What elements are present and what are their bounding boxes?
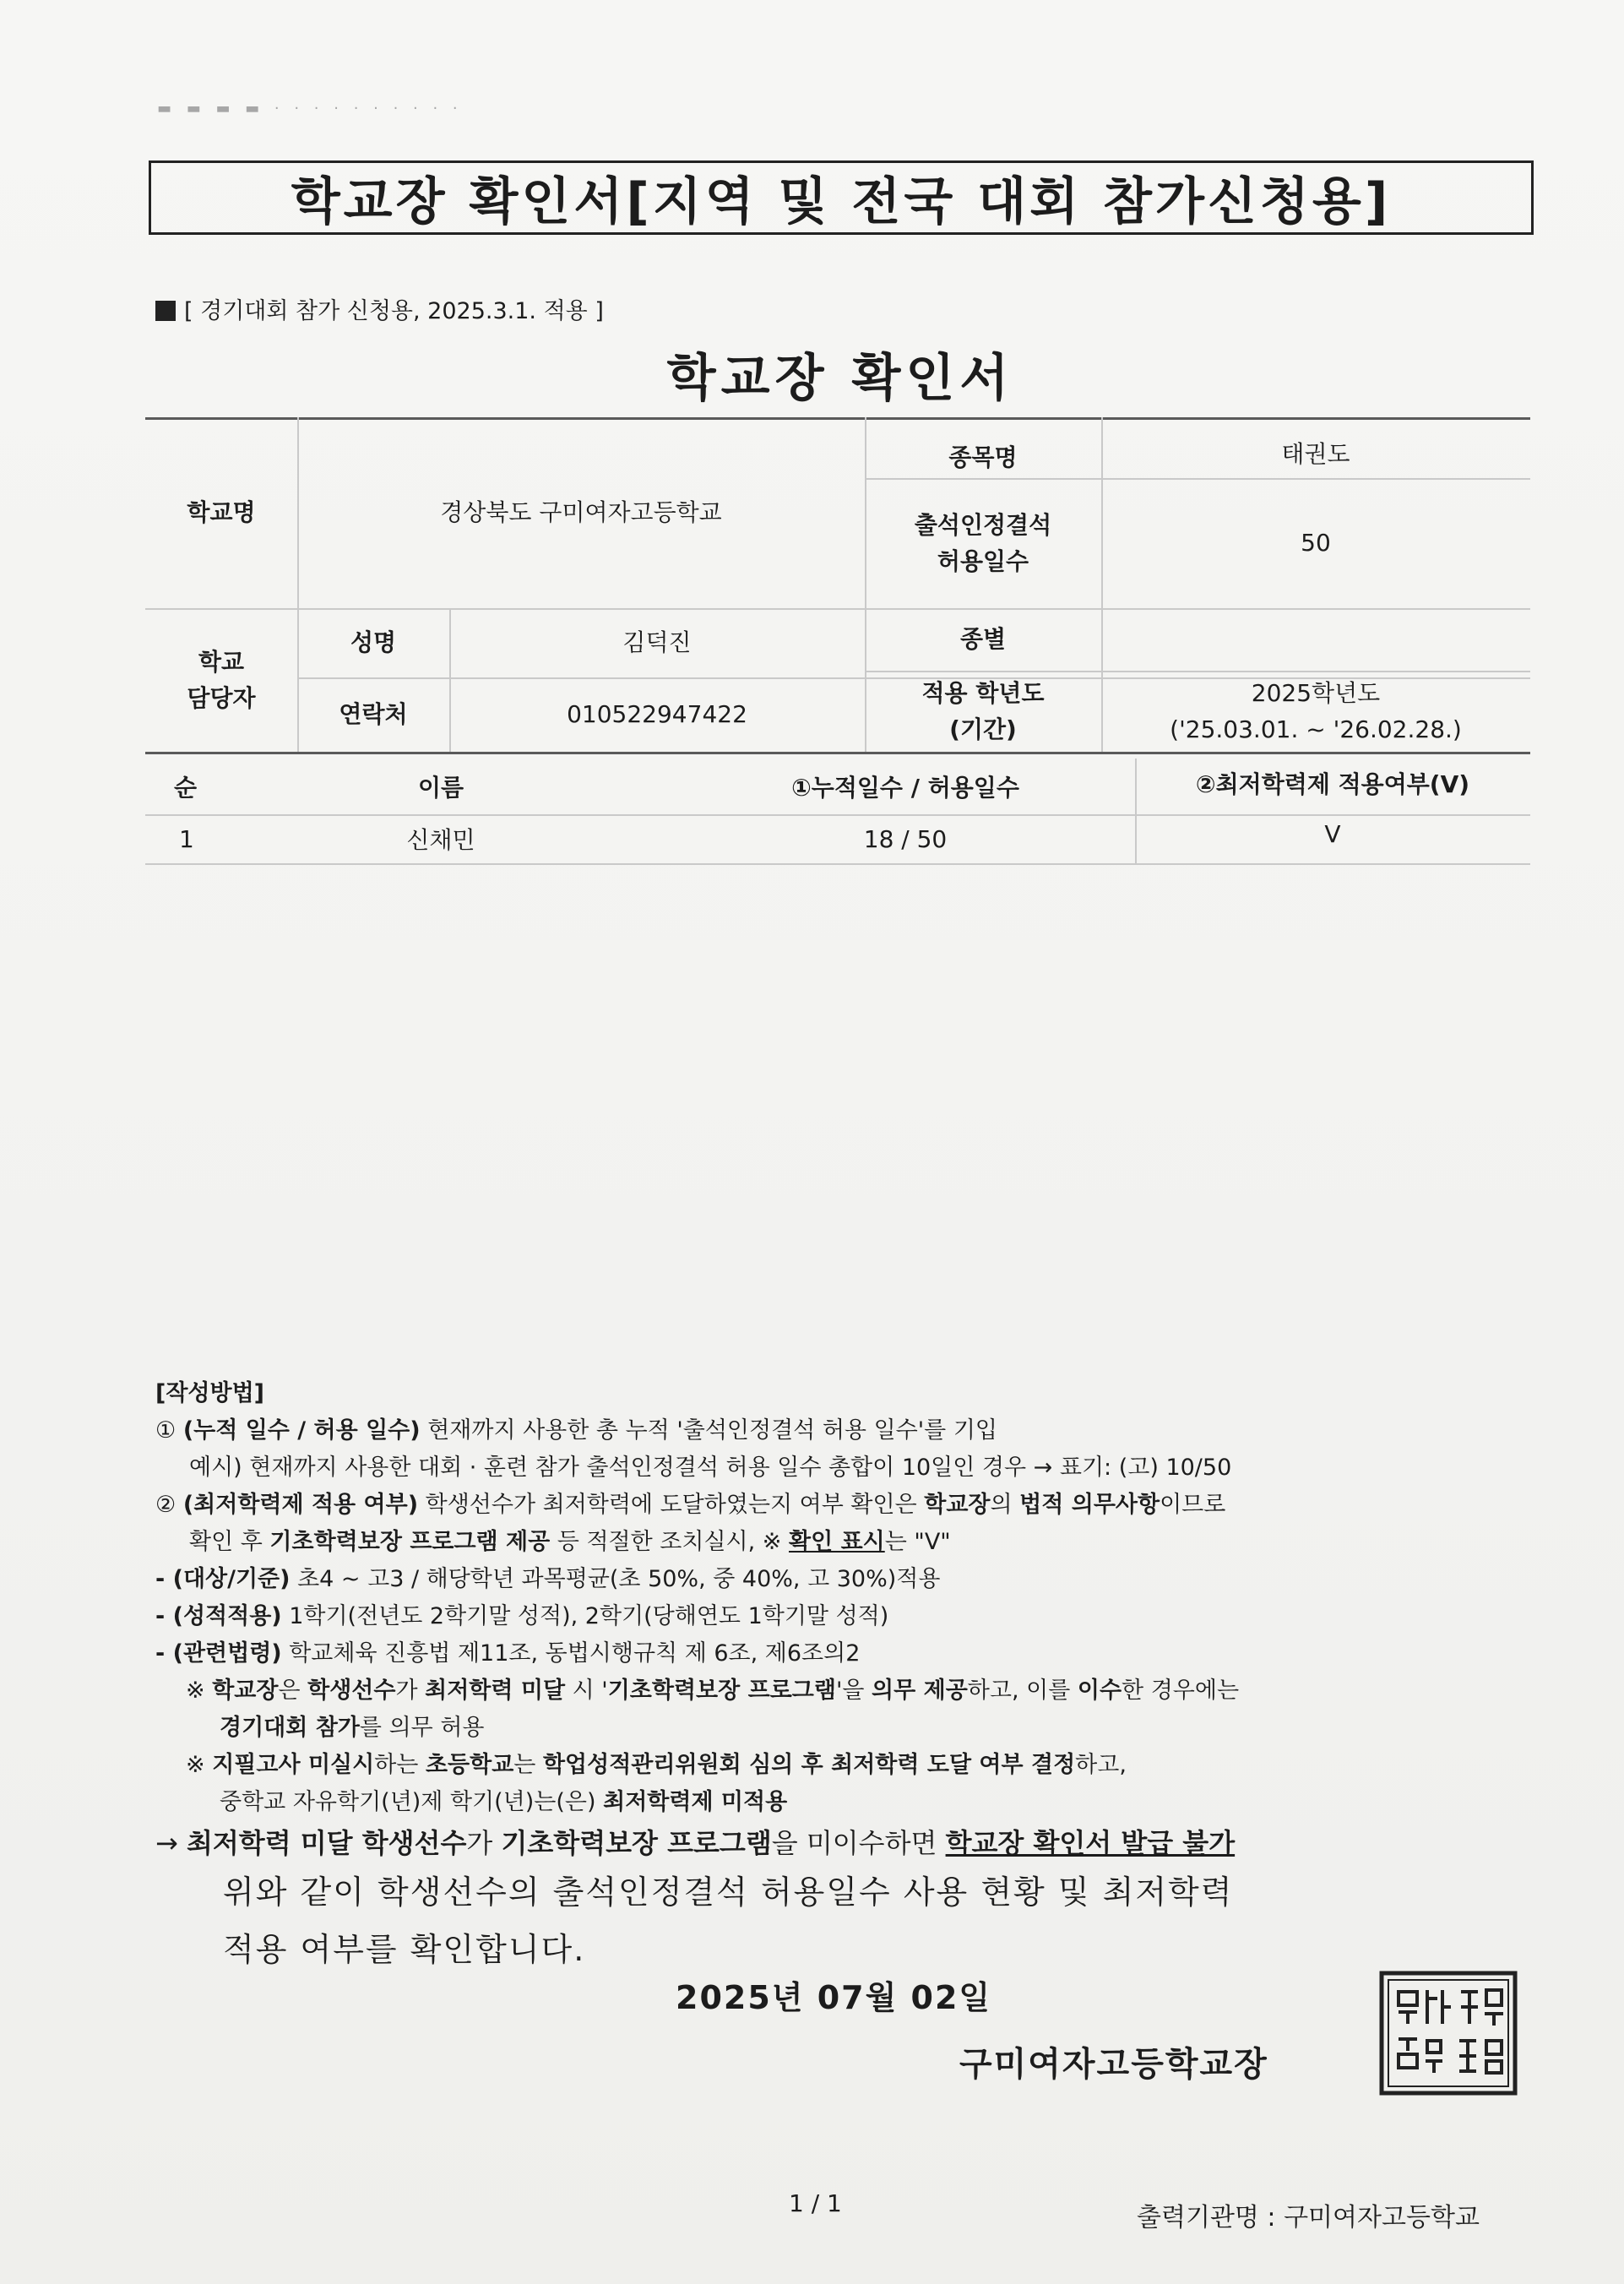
year-label: 적용 학년도 (기간) — [921, 678, 1045, 743]
principal-title: 구미여자고등학교장 — [959, 2045, 1268, 2084]
col-header-no: 순 — [174, 774, 198, 802]
table-rule — [145, 863, 1530, 865]
page-number: 1 / 1 — [789, 2189, 842, 2217]
col-header-name: 이름 — [417, 774, 464, 802]
note-2-cont: 확인 후 기초학력보장 프로그램 제공 등 적절한 조치실시, ※ 확인 표시는 "V" — [189, 1529, 951, 1555]
detail-target: - (대상/기준) 초4 ~ 고3 / 해당학년 과목평균(초 50%, 중 40%, 고 30%)적용 — [155, 1566, 941, 1592]
note-1: ① (누적 일수 / 허용 일수) 현재까지 사용한 총 누적 '출석인정결석 허용 일수'를 기입 — [155, 1417, 997, 1444]
student-table — [145, 759, 1530, 868]
school-name-label: 학교명 — [187, 498, 256, 527]
event-label: 종목명 — [948, 443, 1018, 472]
faint-print-artifacts: ▬ ▬ ▬ ▬ · · · · · · · · · · — [157, 100, 463, 117]
confirmation-statement — [223, 1863, 1233, 1978]
writing-instructions — [155, 1375, 1557, 1865]
detail-law: - (관련법령) 학교체육 진흥법 제11조, 동법시행규칙 제 6조, 제6조의2 — [155, 1640, 861, 1667]
name-value: 김덕진 — [622, 628, 692, 657]
subtag-text: [ 경기대회 참가 신청용, 2025.3.1. 적용 ] — [184, 298, 604, 324]
confirm-line-1: 위와 같이 학생선수의 출석인정결석 허용일수 사용 현황 및 최저학력 — [223, 1873, 1234, 1911]
school-name-value: 경상북도 구미여자고등학교 — [440, 498, 722, 527]
year-value: 2025학년도 ('25.03.01. ~ '26.02.28.) — [1170, 678, 1462, 743]
contact-value: 010522947422 — [567, 700, 747, 729]
col-header-applied: ②최저학력제 적용여부(V) — [1195, 770, 1470, 798]
notes-heading: [작성방법] — [155, 1380, 265, 1406]
manager-label: 학교 담당자 — [187, 647, 256, 712]
issuer-name: 출력기관명 : 구미여자고등학교 — [1137, 2203, 1480, 2232]
header-title: 학교장 확인서[지역 및 전국 대회 참가신청용] — [291, 172, 1392, 231]
header-title-box — [149, 160, 1534, 235]
allowed-days-value: 50 — [1301, 529, 1331, 557]
note-1-example: 예시) 현재까지 사용한 대회 · 훈련 참가 출석인정결석 허용 일수 총합이 10일인 경우 → 표기: (고) 10/50 — [189, 1455, 1232, 1481]
row-applied: V — [1324, 819, 1341, 848]
document-title: 학교장 확인서 — [666, 349, 1014, 408]
allowed-days-label: 출석인정결석 허용일수 — [914, 510, 1052, 575]
row-days: 18 / 50 — [863, 824, 948, 853]
black-square-icon — [155, 301, 176, 321]
row-no: 1 — [179, 824, 194, 853]
detail-grades: - (성적적용) 1학기(전년도 2학기말 성적), 2학기(당해연도 1학기말 성적) — [155, 1603, 889, 1629]
official-seal-stamp — [1378, 1970, 1518, 2096]
category-label: 종별 — [959, 625, 1007, 654]
issue-date: 2025년 07월 02일 — [676, 1979, 992, 2016]
confirm-line-2: 적용 여부를 확인합니다. — [223, 1931, 586, 1968]
contact-label: 연락처 — [339, 700, 408, 729]
sub-note-2: ※ 지필고사 미실시하는 초등학교는 학업성적관리위원회 심의 후 최저학력 도달 여부 결정하고, — [186, 1752, 1127, 1778]
table-rule — [145, 752, 1530, 754]
category-value — [1101, 608, 1530, 671]
note-2: ② (최저학력제 적용 여부) 학생선수가 최저학력에 도달하였는지 여부 확인은 학교장의 법적 의무사항이므로 — [155, 1492, 1226, 1518]
name-label: 성명 — [350, 628, 397, 657]
sub-note-1: ※ 학교장은 학생선수가 최저학력 미달 시 '기초학력보장 프로그램'을 의무 제공하고, 이를 이수한 경우에는 — [186, 1678, 1240, 1704]
event-value: 태권도 — [1281, 440, 1350, 469]
info-table — [145, 417, 1530, 755]
col-header-days: ①누적일수 / 허용일수 — [791, 774, 1019, 802]
row-name: 신채민 — [406, 826, 475, 854]
sub-note-2-cont: 중학교 자유학기(년)제 학기(년)는(은) 최저학력제 미적용 — [220, 1789, 788, 1815]
subtag — [155, 292, 604, 325]
sub-note-1-cont: 경기대회 참가를 의무 허용 — [220, 1715, 485, 1741]
notice-arrow-line: → 최저학력 미달 학생선수가 기초학력보장 프로그램을 미이수하면 학교장 확인서 발급 불가 — [155, 1827, 1236, 1859]
